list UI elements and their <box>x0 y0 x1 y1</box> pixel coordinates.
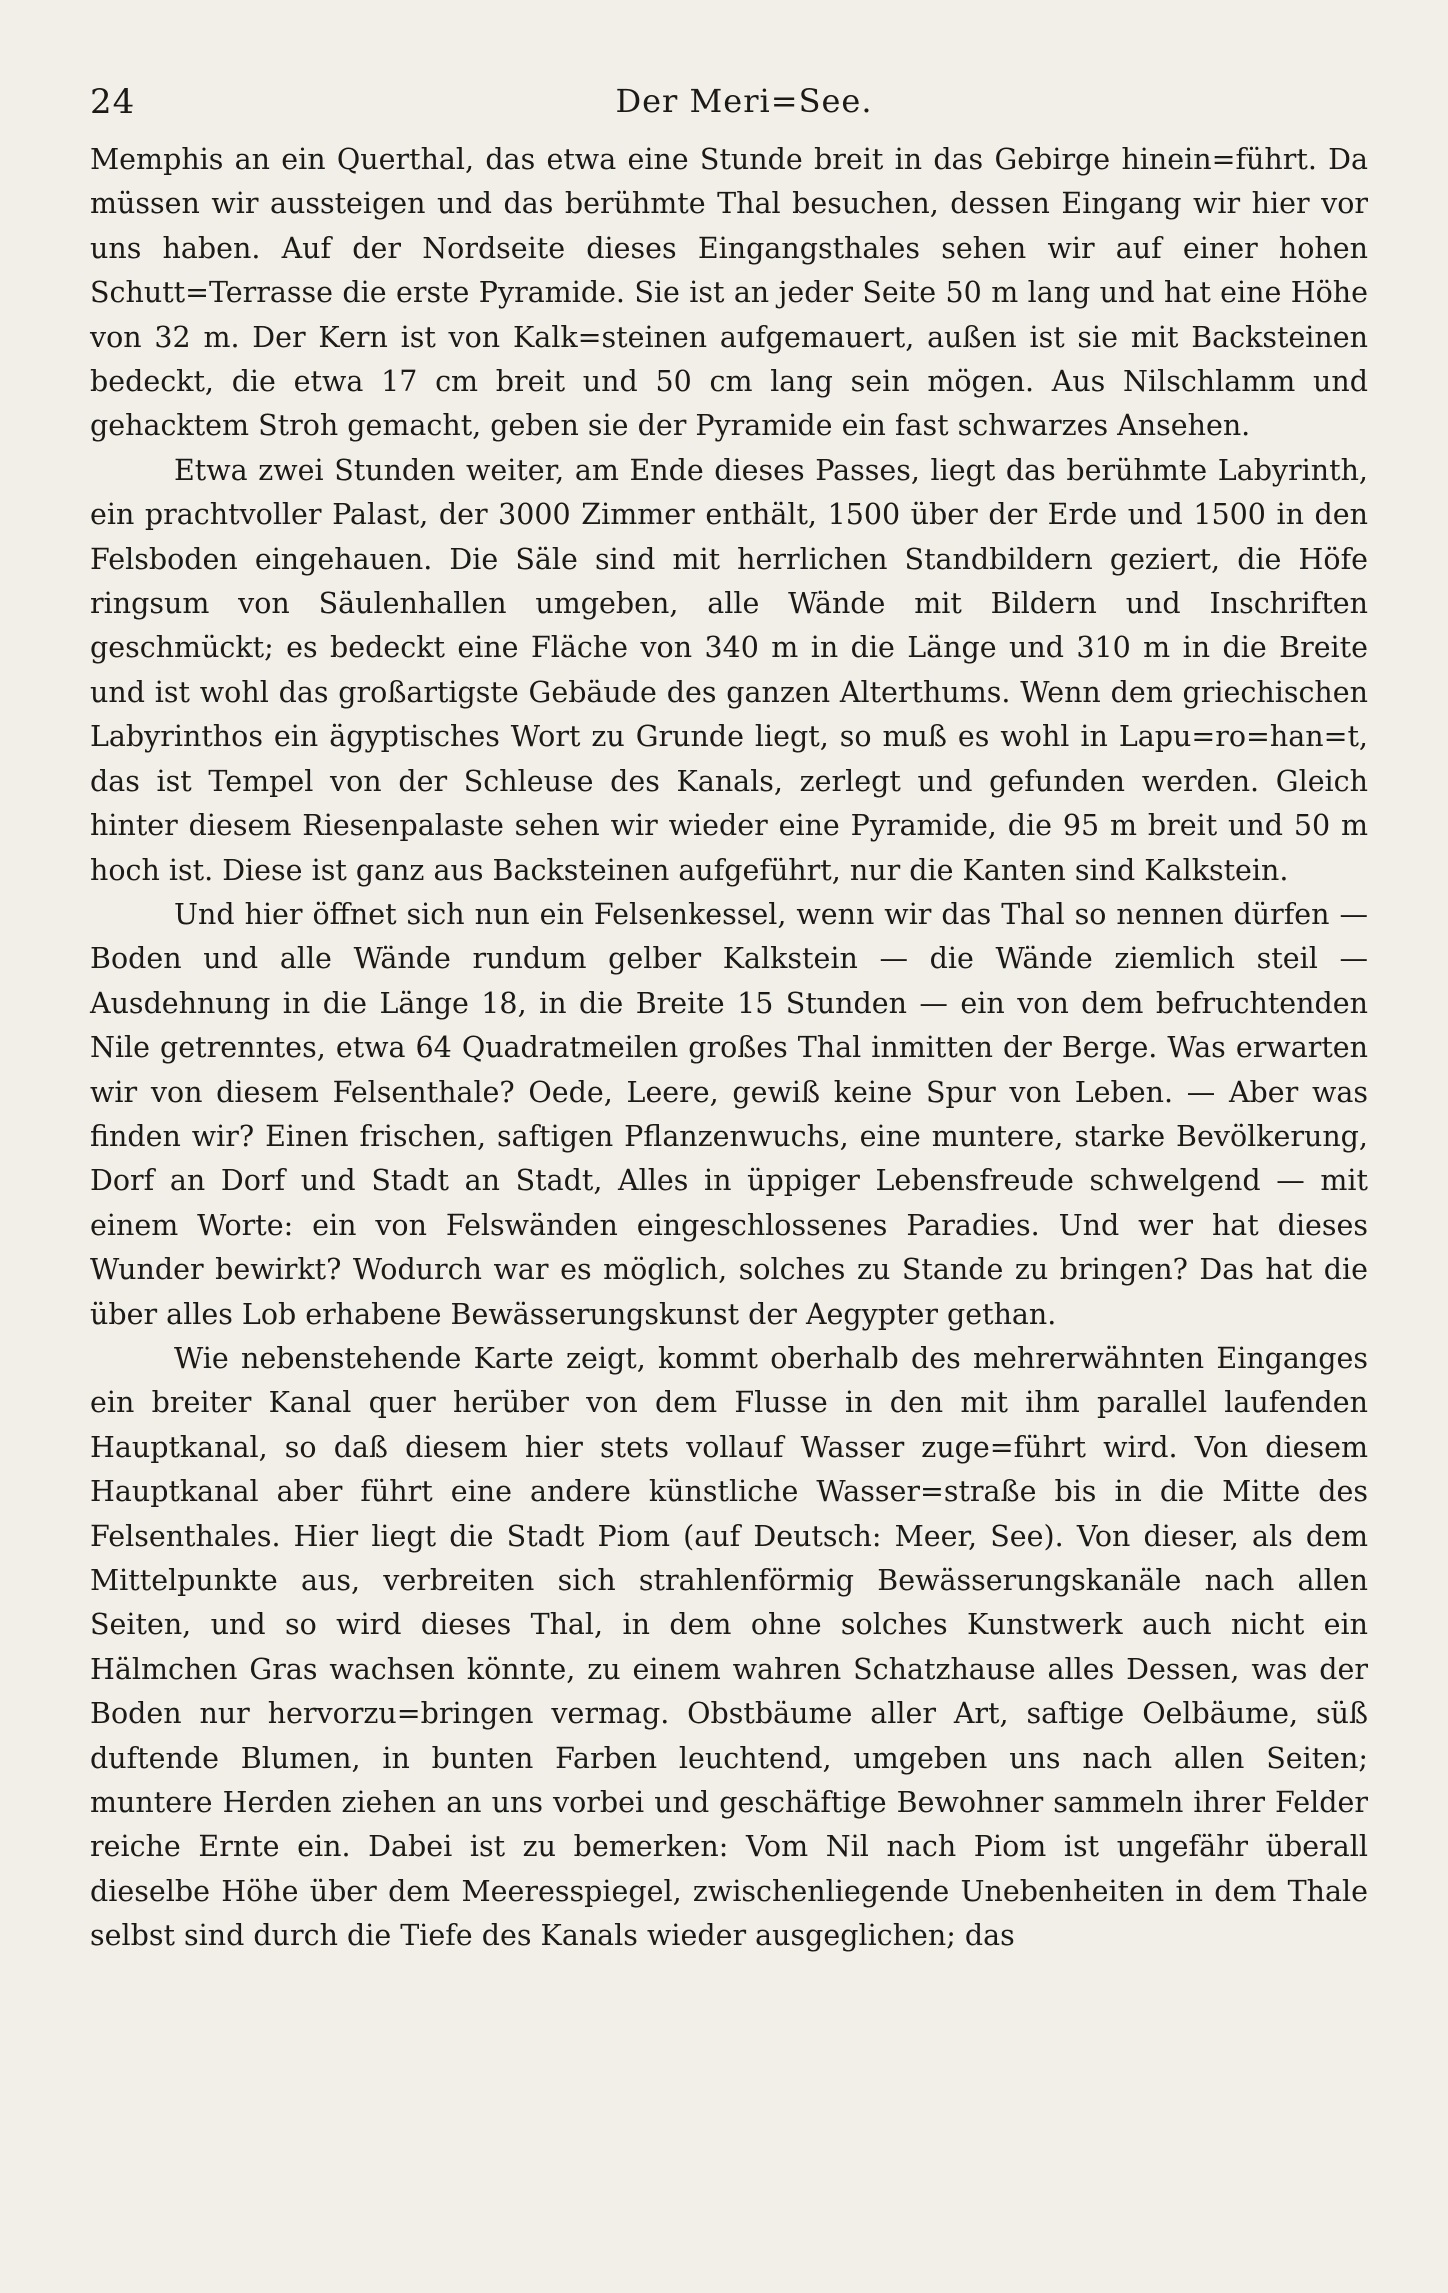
paragraph-1: Memphis an ein Querthal, das etwa eine Stunde breit in das Gebirge hinein=führt. Da müssen wir aussteigen und das berühmte Thal besuchen, dessen Eingang wir hier vor uns haben. Auf der Nordseite dieses Eingangsthales sehen wir auf einer hohen Schutt=Terrasse die erste Pyramide. Sie ist an jeder Seite 50 m lang und hat eine Höhe von 32 m. Der Kern ist von Kalk=steinen aufgemauert, außen ist sie mit Backsteinen bedeckt, die etwa 17 cm breit und 50 cm lang sein mögen. Aus Nilschlamm und gehacktem Stroh gemacht, geben sie der Pyramide ein fast schwarzes Ansehen. <box>90 143 1368 443</box>
body-text <box>90 138 1368 1959</box>
page-header <box>90 82 1398 126</box>
page-number: 24 <box>90 82 136 122</box>
paragraph-2: Etwa zwei Stunden weiter, am Ende dieses Passes, liegt das berühmte Labyrinth, ein prachtvoller Palast, der 3000 Zimmer enthält, 1500 über der Erde und 1500 in den Felsboden eingehauen. Die Säle sind mit herrlichen Standbildern geziert, die Höfe ringsum von Säulenhallen umgeben, alle Wände mit Bildern und Inschriften geschmückt; es bedeckt eine Fläche von 340 m in die Länge und 310 m in die Breite und ist wohl das großartigste Gebäude des ganzen Alterthums. Wenn dem griechischen Labyrinthos ein ägyptisches Wort zu Grunde liegt, so muß es wohl in Lapu=ro=han=t, das ist Tempel von der Schleuse des Kanals, zerlegt und gefunden werden. Gleich hinter diesem Riesenpalaste sehen wir wieder eine Pyramide, die 95 m breit und 50 m hoch ist. Diese ist ganz aus Backsteinen aufgeführt, nur die Kanten sind Kalkstein. <box>90 453 1368 887</box>
paragraph-3: Und hier öffnet sich nun ein Felsenkessel, wenn wir das Thal so nennen dürfen — Boden und alle Wände rundum gelber Kalkstein — die Wände ziemlich steil — Ausdehnung in die Länge 18, in die Breite 15 Stunden — ein von dem befruchtenden Nile getrenntes, etwa 64 Quadratmeilen großes Thal inmitten der Berge. Was erwarten wir von diesem Felsenthale? Oede, Leere, gewiß keine Spur von Leben. — Aber was finden wir? Einen frischen, saftigen Pflanzenwuchs, eine muntere, starke Bevölkerung, Dorf an Dorf und Stadt an Stadt, Alles in üppiger Lebensfreude schwelgend — mit einem Worte: ein von Felswänden eingeschlossenes Paradies. Und wer hat dieses Wunder bewirkt? Wodurch war es möglich, solches zu Stande zu bringen? Das hat die über alles Lob erhabene Bewässerungskunst der Aegypter gethan. <box>90 897 1368 1331</box>
paragraph-4: Wie nebenstehende Karte zeigt, kommt oberhalb des mehrerwähnten Einganges ein breiter Kanal quer herüber von dem Flusse in den mit ihm parallel laufenden Hauptkanal, so daß diesem hier stets vollauf Wasser zuge=führt wird. Von diesem Hauptkanal aber führt eine andere künstliche Wasser=straße bis in die Mitte des Felsenthales. Hier liegt die Stadt Piom (auf Deutsch: Meer, See). Von dieser, als dem Mittelpunkte aus, verbreiten sich strahlenförmig Bewässerungskanäle nach allen Seiten, und so wird dieses Thal, in dem ohne solches Kunstwerk auch nicht ein Hälmchen Gras wachsen könnte, zu einem wahren Schatzhause alles Dessen, was der Boden nur hervorzu=bringen vermag. Obstbäume aller Art, saftige Oelbäume, süß duftende Blumen, in bunten Farben leuchtend, umgeben uns nach allen Seiten; muntere Herden ziehen an uns vorbei und geschäftige Bewohner sammeln ihrer Felder reiche Ernte ein. Dabei ist zu bemerken: Vom Nil nach Piom ist ungefähr überall dieselbe Höhe über dem Meeresspiegel, zwischenliegende Unebenheiten in dem Thale selbst sind durch die Tiefe des Kanals wieder ausgeglichen; das <box>90 1341 1368 1953</box>
running-title: Der Meri=See. <box>615 82 873 120</box>
